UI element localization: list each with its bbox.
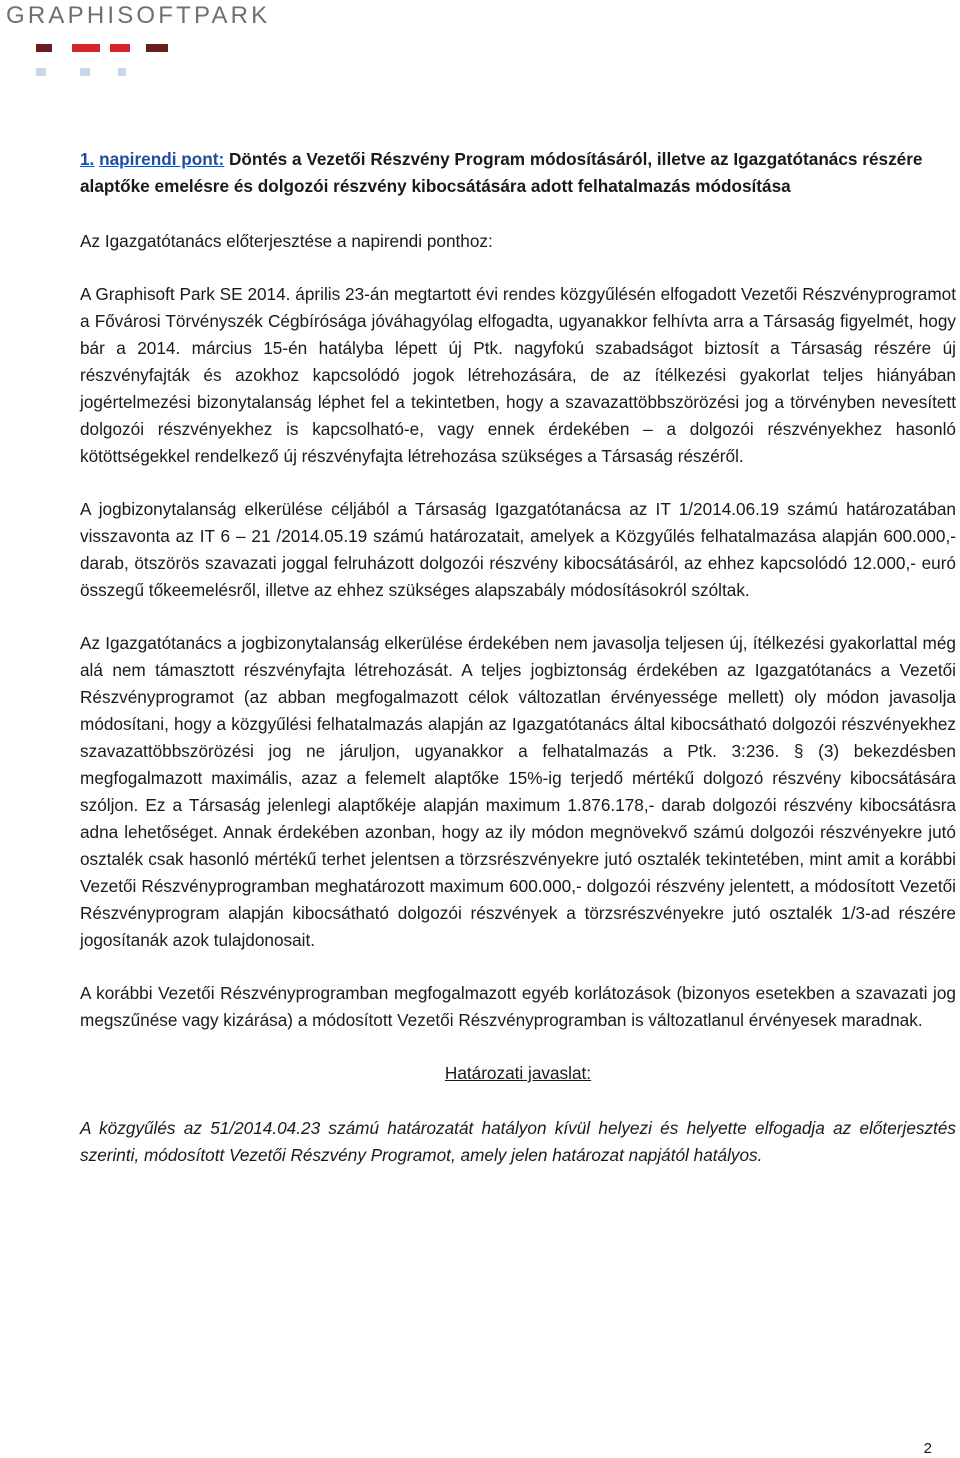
agenda-title-text: Döntés a Vezetői Részvény Program módosításáról, illetve az Igazgatótanács részére alaptőke emelésre és dolgozói részvény kibocsátására adott felhatalmazás módosítása [80, 149, 923, 196]
agenda-number: 1. [80, 149, 95, 169]
resolution-heading: Határozati javaslat: [444, 1063, 592, 1083]
paragraph-1: A Graphisoft Park SE 2014. április 23-án megtartott évi rendes közgyűlésén elfogadott Vezetői Részvényprogramot a Fővárosi Törvényszék Cégbírósága jóváhagyólag elfogadta, ugyanakkor felhívta arra a Társaság figyelmét, hogy bár a 2014. március 15-én hatályba lépett új Ptk. nagyfokú szabadságot biztosít a Társaság részére új részvényfajták és azokhoz kapcsolódó jogok létrehozására, de az ítélkezési gyakorlat teljes hiányában jogértelmezési bizonytalanság léphet fel a tekintetben, hogy a szavazattöbbszörözési jog a törvényben nevesített dolgozói részvényekhez is kapcsolható-e, vagy ennek érdekében – a dolgozói részvényekhez hasonló kötöttségekkel rendelkező új részvényfajta létrehozása szükséges a Társaság részéről. [80, 284, 956, 466]
paragraph-2: A jogbizonytalanság elkerülése céljából a Társaság Igazgatótanácsa az IT 1/2014.06.19 számú határozatában visszavonta az IT 6 – 21 /2014.05.19 számú határozatait, amelyek a Közgyűlés felhatalmazása alapján 600.000,- darab, ötszörös szavazati joggal felruházott dolgozói részvény kibocsátásáról, az ehhez kapcsolódó 12.000,- euró összegű tőkeemelésről, illetve az ehhez szükséges alapszabály módosításokról szóltak. [80, 499, 956, 600]
logo-mark-4 [146, 44, 168, 52]
logo-mark-5 [36, 68, 46, 76]
logo-wordmark-part2: PARK [194, 2, 271, 29]
paragraph-3: Az Igazgatótanács a jogbizonytalanság elkerülése érdekében nem javasolja teljesen új, ítélkezési gyakorlattal még alá nem támasztott részvényfajta létrehozását. A teljes jogbiztonság érdekében az Igazgatótanács a Vezetői Részvényprogramot (az abban megfogalmazott célok változatlan érvényessége mellett) oly módon javasolja módosítani, hogy a közgyűlési felhatalmazás alapján az Igazgatótanács által kibocsátható dolgozói részvényekhez szavazattöbbszörözési jog ne járuljon, ugyanakkor a felhatalmazás a Ptk. 3:236. § (3) bekezdésben megfogalmazott maximális, azaz a felemelt alaptőke 15%-ig terjedő mértékű dolgozó részvény kibocsátására szóljon. Ez a Társaság jelenlegi alaptőkéje alapján maximum 1.876.178,- darab dolgozói részvény kibocsátásra adna lehetőséget. Annak érdekében azonban, hogy az ily módon megnövekvő számú dolgozói részvényekre jutó osztalék csak hasonló mértékű terhet jelentsen a törzsrészvényekre jutó osztalék tekintetében, mint amit a korábbi Vezetői Részvényprogramban meghatározott maximum 600.000,- dolgozói részvény jelentett, a módosított Vezetői Részvényprogram alapján kibocsátható dolgozói részvények a törzsrészvényekre jutó osztalék 1/3-ad részére jogosítanák azok tulajdonosait. [80, 633, 956, 950]
page-number: 2 [923, 1440, 932, 1457]
logo-mark-2 [72, 44, 100, 52]
logo-mark-3 [110, 44, 130, 52]
paragraph-4: A korábbi Vezetői Részvényprogramban megfogalmazott egyéb korlátozások (bizonyos esetekben a szavazati jog megszűnése vagy kizárása) a módosított Vezetői Részvényprogramban is változatlanul érvényesek maradnak. [80, 983, 956, 1030]
logo-wordmark-part1: GRAPHISOFT [6, 2, 195, 29]
document-body [80, 146, 956, 1169]
logo-marks [6, 42, 246, 82]
logo-mark-7 [118, 68, 126, 76]
resolution-text: A közgyűlés az 51/2014.04.23 számú határozatát hatályon kívül helyezi és helyette elfogadja az előterjesztés szerinti, módosított Vezetői Részvény Programot, amely jelen határozat napjától hatályos. [80, 1118, 956, 1165]
agenda-title [80, 146, 956, 200]
logo-mark-6 [80, 68, 90, 76]
graphisoft-park-logo [6, 0, 271, 80]
intro-line: Az Igazgatótanács előterjesztése a napirendi ponthoz: [80, 231, 493, 251]
agenda-label: napirendi pont: [99, 149, 225, 169]
logo-mark-1 [36, 44, 52, 52]
logo-wordmark [6, 2, 270, 30]
